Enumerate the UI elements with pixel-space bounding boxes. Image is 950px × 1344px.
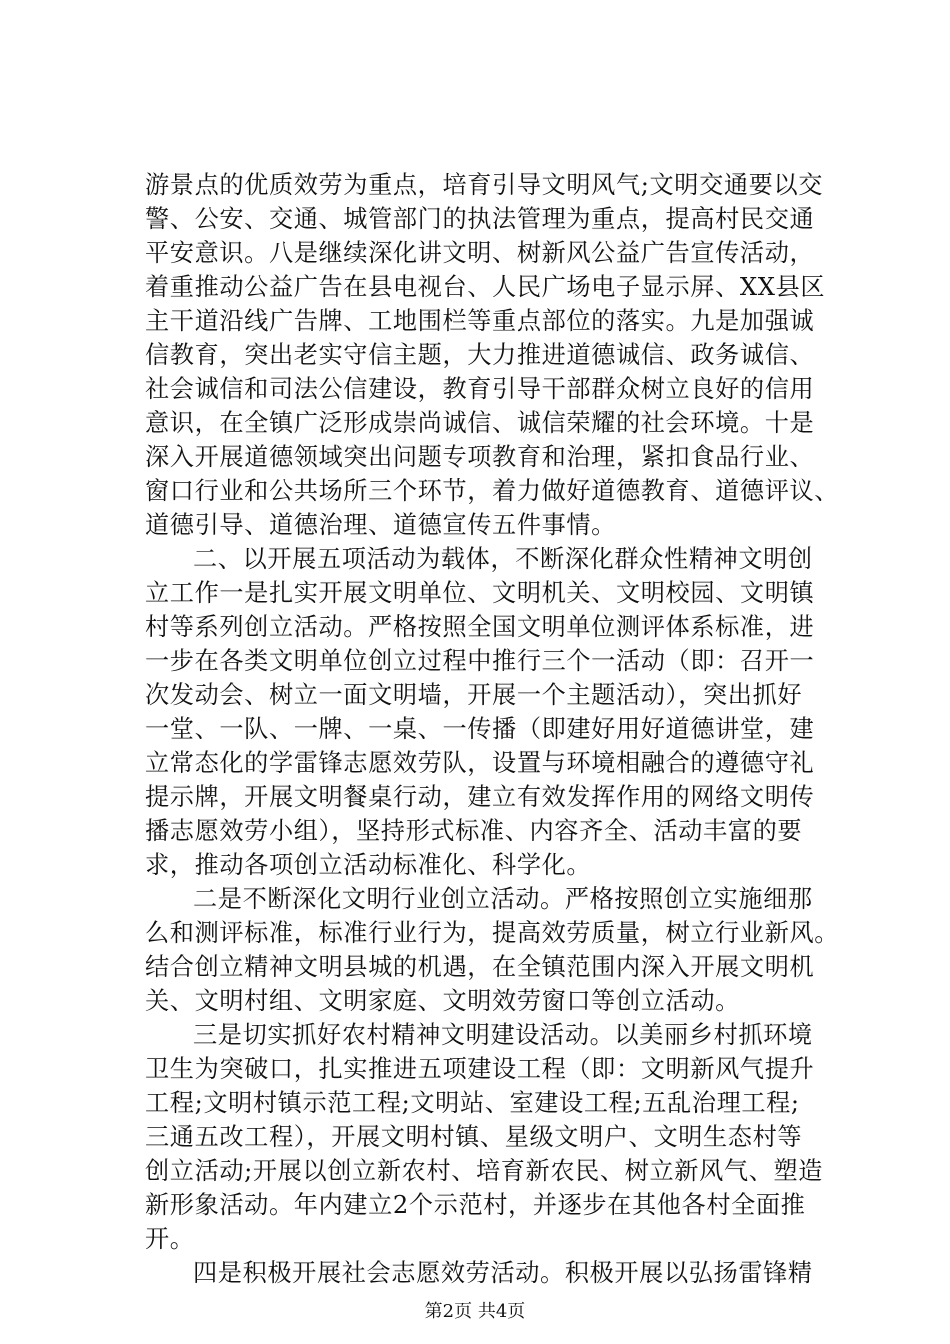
text-line: 警、公安、交通、城管部门的执法管理为重点，提高村民交通 — [145, 205, 815, 233]
text-line: 结合创立精神文明县城的机遇，在全镇范围内深入开展文明机 — [145, 953, 815, 981]
text-line: 立工作一是扎实开展文明单位、文明机关、文明校园、文明镇 — [145, 579, 815, 607]
text-line: 么和测评标准，标准行业行为，提高效劳质量，树立行业新风。 — [145, 919, 840, 947]
text-line: 三通五改工程），开展文明村镇、星级文明户、文明生态村等 — [145, 1123, 803, 1151]
text-line: 关、文明村组、文明家庭、文明效劳窗口等创立活动。 — [145, 987, 740, 1015]
text-line: 求，推动各项创立活动标准化、科学化。 — [145, 851, 592, 879]
text-line: 创立活动;开展以创立新农村、培育新农民、树立新风气、塑造 — [145, 1157, 824, 1185]
text-line: 主干道沿线广告牌、工地围栏等重点部位的落实。九是加强诚 — [145, 307, 815, 335]
text-line: 村等系列创立活动。严格按照全国文明单位测评体系标准，进 — [145, 613, 815, 641]
text-line: 游景点的优质效劳为重点，培育引导文明风气;文明交通要以交 — [145, 171, 824, 199]
text-line: 立常态化的学雷锋志愿效劳队，设置与环境相融合的遵德守礼 — [145, 749, 815, 777]
text-line: 社会诚信和司法公信建设，教育引导干部群众树立良好的信用 — [145, 375, 815, 403]
text-line: 窗口行业和公共场所三个环节，着力做好道德教育、道德评议、 — [145, 477, 840, 505]
text-line: 卫生为突破口，扎实推进五项建设工程（即：文明新风气提升 — [145, 1055, 815, 1083]
text-line: 深入开展道德领域突出问题专项教育和治理，紧扣食品行业、 — [145, 443, 815, 471]
paragraph-start-line: 二、以开展五项活动为载体，不断深化群众性精神文明创 — [193, 545, 813, 573]
text-line: 次发动会、树立一面文明墙，开展一个主题活动），突出抓好 — [145, 681, 803, 709]
text-line: 道德引导、道德治理、道德宣传五件事情。 — [145, 511, 616, 539]
text-line: 提示牌，开展文明餐桌行动，建立有效发挥作用的网络文明传 — [145, 783, 815, 811]
paragraph-start-line: 二是不断深化文明行业创立活动。严格按照创立实施细那 — [193, 885, 813, 913]
text-line: 意识，在全镇广泛形成崇尚诚信、诚信荣耀的社会环境。十是 — [145, 409, 815, 437]
text-line: 一堂、一队、一牌、一桌、一传播（即建好用好道德讲堂，建 — [145, 715, 815, 743]
paragraph-start-line: 三是切实抓好农村精神文明建设活动。以美丽乡村抓环境 — [193, 1021, 813, 1049]
text-line: 开。 — [145, 1225, 195, 1253]
text-line: 平安意识。八是继续深化讲文明、树新风公益广告宣传活动， — [145, 239, 815, 267]
text-line: 着重推动公益广告在县电视台、人民广场电子显示屏、XX县区 — [145, 273, 826, 301]
page-number-footer: 第2页 共4页 — [424, 1301, 526, 1322]
text-line: 信教育，突出老实守信主题，大力推进道德诚信、政务诚信、 — [145, 341, 815, 369]
text-line: 新形象活动。年内建立2个示范村，并逐步在其他各村全面推 — [145, 1191, 806, 1219]
text-line: 一步在各类文明单位创立过程中推行三个一活动（即：召开一 — [145, 647, 815, 675]
text-line: 工程;文明村镇示范工程;文明站、室建设工程;五乱治理工程; — [145, 1089, 800, 1117]
text-line: 播志愿效劳小组），坚持形式标准、内容齐全、活动丰富的要 — [145, 817, 803, 845]
paragraph-start-line: 四是积极开展社会志愿效劳活动。积极开展以弘扬雷锋精 — [193, 1259, 813, 1287]
